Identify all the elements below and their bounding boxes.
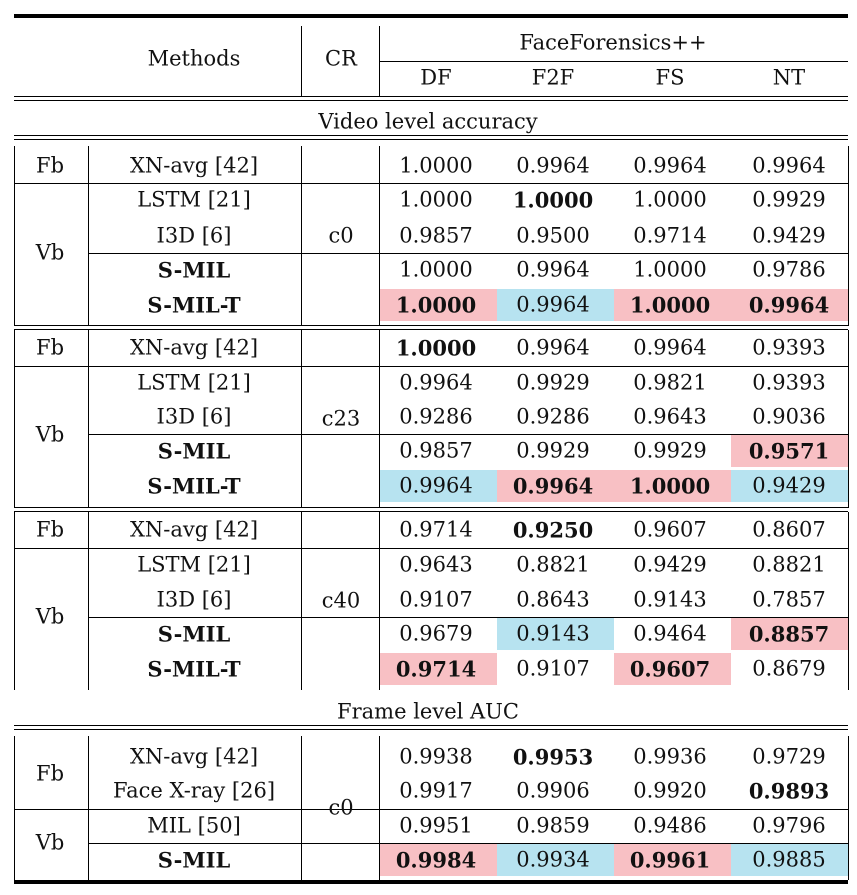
value-fs: 0.9486 [633, 813, 707, 838]
value-df: 1.0000 [395, 292, 477, 318]
value-fs: 0.9607 [633, 517, 707, 542]
type-fb: Fb [35, 335, 65, 360]
header-col-df: DF [420, 65, 452, 90]
value-df: 0.9643 [399, 552, 473, 577]
method-name: LSTM [21] [137, 552, 251, 577]
col-rule [301, 512, 302, 690]
cr-value: c0 [328, 795, 354, 820]
value-nt: 0.9571 [748, 438, 830, 464]
col-rule [848, 512, 849, 690]
value-df: 1.0000 [399, 187, 473, 212]
method-name: XN-avg [42] [129, 153, 259, 178]
value-nt: 0.9393 [752, 370, 826, 395]
value-f2f: 0.9107 [516, 656, 590, 681]
value-f2f: 0.9929 [516, 370, 590, 395]
method-name: S-MIL-T [147, 656, 241, 682]
value-f2f: 0.9286 [516, 404, 590, 429]
cr-value: c23 [321, 406, 361, 431]
group-rule [14, 507, 848, 508]
value-nt: 0.9796 [752, 813, 826, 838]
group-rule [14, 329, 848, 330]
method-name: I3D [6] [156, 404, 232, 429]
method-name: MIL [50] [147, 813, 241, 838]
value-f2f: 1.0000 [512, 187, 594, 213]
row-rule [14, 183, 848, 184]
value-f2f: 0.9906 [516, 778, 590, 803]
value-f2f: 0.8821 [516, 552, 590, 577]
col-rule [848, 146, 849, 326]
value-fs: 0.9429 [633, 552, 707, 577]
value-fs: 1.0000 [629, 473, 711, 499]
header-methods: Methods [147, 46, 241, 71]
header-col-fs: FS [655, 65, 685, 90]
method-name: S-MIL-T [147, 473, 241, 499]
group-rule [14, 511, 848, 512]
method-name: I3D [6] [156, 587, 232, 612]
header-dataset: FaceForensics++ [519, 30, 707, 55]
value-nt: 0.9429 [752, 223, 826, 248]
value-nt: 0.9429 [752, 473, 826, 498]
dataset-underline [379, 61, 848, 62]
col-rule [379, 26, 380, 97]
value-f2f: 0.9964 [516, 257, 590, 282]
value-nt: 0.7857 [752, 587, 826, 612]
type-fb: Fb [35, 517, 65, 542]
row-rule [88, 253, 848, 254]
value-nt: 0.8679 [752, 656, 826, 681]
value-df: 1.0000 [399, 153, 473, 178]
method-name: Face X-ray [26] [112, 778, 276, 803]
value-df: 1.0000 [399, 257, 473, 282]
row-rule [14, 809, 848, 810]
value-df: 0.9679 [399, 621, 473, 646]
section-rule [14, 725, 848, 726]
value-fs: 0.9464 [633, 621, 707, 646]
value-f2f: 0.9964 [516, 153, 590, 178]
value-df: 0.9951 [399, 813, 473, 838]
value-fs: 1.0000 [633, 187, 707, 212]
value-fs: 0.9714 [633, 223, 707, 248]
value-df: 0.9964 [399, 473, 473, 498]
value-df: 0.9714 [395, 656, 477, 682]
top-rule [14, 14, 848, 18]
value-nt: 0.8821 [752, 552, 826, 577]
value-nt: 0.8607 [752, 517, 826, 542]
method-name: XN-avg [42] [129, 517, 259, 542]
value-fs: 0.9821 [633, 370, 707, 395]
col-rule [88, 736, 89, 880]
value-nt: 0.9964 [752, 153, 826, 178]
row-rule [14, 548, 848, 549]
value-f2f: 0.8643 [516, 587, 590, 612]
value-fs: 0.9964 [633, 153, 707, 178]
header-rule-1 [14, 96, 848, 97]
col-rule [88, 146, 89, 326]
value-fs: 0.9936 [633, 744, 707, 769]
col-rule [14, 512, 15, 690]
value-f2f: 0.9934 [516, 847, 590, 872]
value-fs: 0.9929 [633, 438, 707, 463]
section-rule [14, 729, 848, 730]
value-nt: 0.9786 [752, 257, 826, 282]
value-fs: 0.9143 [633, 587, 707, 612]
col-rule [848, 736, 849, 880]
type-vb: Vb [35, 240, 65, 264]
method-name: S-MIL [157, 257, 231, 283]
header-cr: CR [325, 46, 357, 71]
col-rule [14, 146, 15, 326]
value-f2f: 0.9953 [512, 744, 594, 770]
value-f2f: 0.9964 [512, 473, 594, 499]
section-title: Video level accuracy [318, 109, 538, 134]
header-col-f2f: F2F [531, 65, 575, 90]
value-nt: 0.8857 [748, 621, 830, 647]
value-fs: 1.0000 [633, 257, 707, 282]
value-df: 0.9107 [399, 587, 473, 612]
value-f2f: 0.9964 [516, 335, 590, 360]
value-f2f: 0.9929 [516, 438, 590, 463]
value-df: 0.9857 [399, 223, 473, 248]
cr-value: c0 [328, 223, 354, 248]
method-name: XN-avg [42] [129, 744, 259, 769]
value-fs: 0.9961 [629, 847, 711, 873]
type-vb: Vb [35, 422, 65, 446]
value-f2f: 0.9143 [516, 621, 590, 646]
method-name: XN-avg [42] [129, 335, 259, 360]
value-fs: 0.9607 [629, 656, 711, 682]
type-fb: Fb [35, 153, 65, 178]
value-f2f: 0.9250 [512, 517, 594, 543]
header-col-nt: NT [772, 65, 806, 90]
value-fs: 0.9964 [633, 335, 707, 360]
value-fs: 0.9643 [633, 404, 707, 429]
col-rule [301, 330, 302, 508]
col-rule [848, 330, 849, 508]
section-rule [14, 135, 848, 136]
value-df: 0.9917 [399, 778, 473, 803]
value-fs: 1.0000 [629, 292, 711, 318]
method-name: S-MIL [157, 621, 231, 647]
value-nt: 0.9964 [748, 292, 830, 318]
cr-value: c40 [321, 588, 361, 613]
method-name: S-MIL [157, 847, 231, 873]
col-rule [301, 26, 302, 97]
value-fs: 0.9920 [633, 778, 707, 803]
type-vb: Vb [35, 830, 65, 855]
bottom-rule [14, 880, 848, 884]
group-rule [14, 325, 848, 326]
value-f2f: 0.9964 [516, 292, 590, 317]
value-nt: 0.9393 [752, 335, 826, 360]
col-rule [14, 330, 15, 508]
value-nt: 0.9893 [748, 778, 830, 804]
value-df: 0.9714 [399, 517, 473, 542]
value-f2f: 0.9859 [516, 813, 590, 838]
value-nt: 0.9885 [752, 847, 826, 872]
value-nt: 0.9729 [752, 744, 826, 769]
value-df: 0.9857 [399, 438, 473, 463]
value-df: 0.9964 [399, 370, 473, 395]
method-name: S-MIL [157, 438, 231, 464]
method-name: LSTM [21] [137, 187, 251, 212]
header-rule-2 [14, 100, 848, 101]
col-rule [14, 736, 15, 880]
col-rule [88, 330, 89, 508]
value-df: 0.9938 [399, 744, 473, 769]
col-rule [301, 146, 302, 326]
section-rule [14, 139, 848, 140]
value-nt: 0.9036 [752, 404, 826, 429]
section-title: Frame level AUC [337, 699, 519, 724]
method-name: LSTM [21] [137, 370, 251, 395]
row-rule [14, 366, 848, 367]
value-df: 0.9984 [395, 847, 477, 873]
method-name: S-MIL-T [147, 292, 241, 318]
col-rule [88, 512, 89, 690]
value-nt: 0.9929 [752, 187, 826, 212]
method-name: I3D [6] [156, 223, 232, 248]
type-vb: Vb [35, 604, 65, 629]
col-rule [301, 736, 302, 880]
value-df: 1.0000 [395, 335, 477, 361]
value-df: 0.9286 [399, 404, 473, 429]
value-f2f: 0.9500 [516, 223, 590, 248]
type-fb: Fb [35, 761, 65, 786]
